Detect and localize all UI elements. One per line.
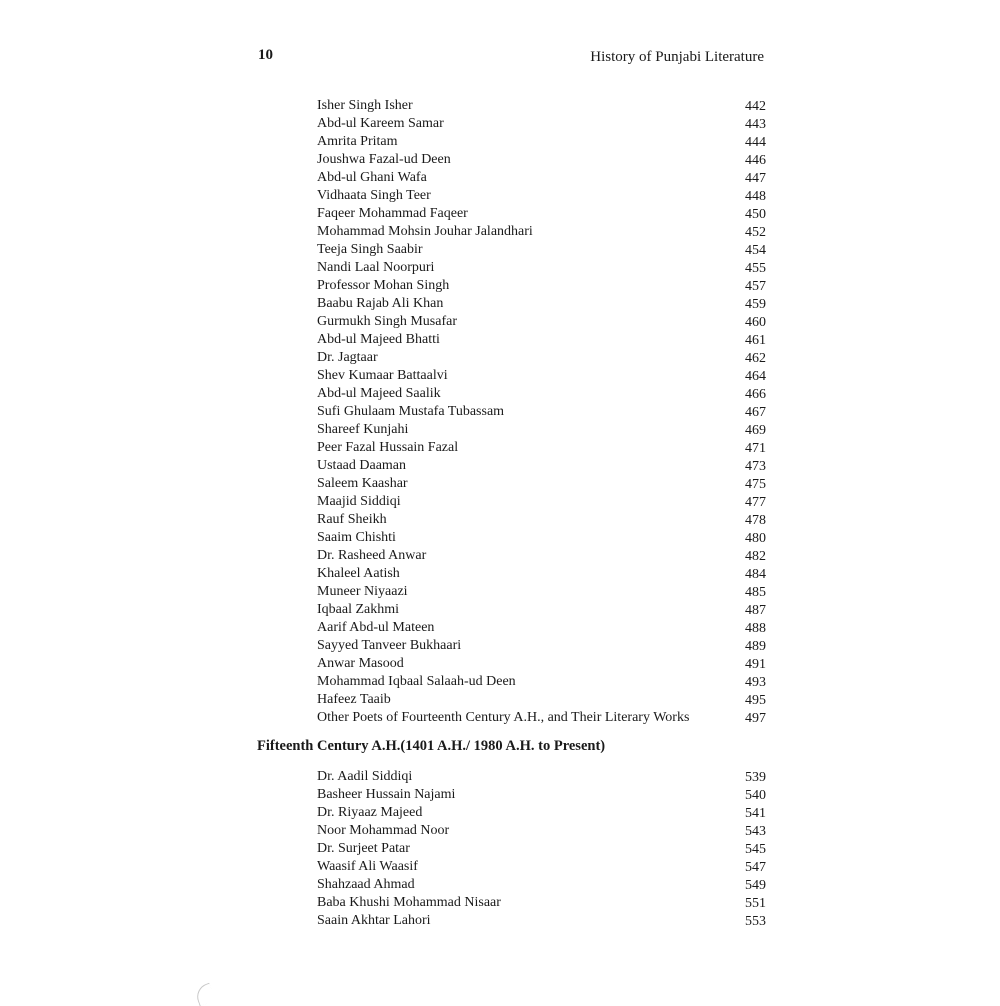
toc-entry-title: Isher Singh Isher	[317, 98, 413, 113]
toc-entry-page: 491	[745, 657, 766, 672]
toc-entry-title: Ustaad Daaman	[317, 458, 407, 473]
toc-entry-title: Dr. Riyaaz Majeed	[317, 805, 423, 820]
toc-entry	[313, 709, 766, 727]
toc-entry	[313, 840, 766, 858]
toc-entry-page: 475	[745, 477, 766, 492]
toc-entry	[313, 912, 766, 930]
toc-entry-title: Joushwa Fazal-ud Deen	[317, 152, 451, 167]
toc-entry-title: Other Poets of Fourteenth Century A.H., and Their Literary Works	[317, 710, 690, 725]
toc-entry-page: 497	[745, 711, 766, 726]
toc-entry	[313, 133, 766, 151]
toc-entry	[313, 439, 766, 457]
toc-list-fifteenth-century	[313, 768, 766, 930]
toc-list-fourteenth-century	[313, 97, 766, 727]
toc-entry	[313, 421, 766, 439]
toc-entry-title: Shahzaad Ahmad	[317, 877, 415, 892]
toc-entry	[313, 223, 766, 241]
toc-entry	[313, 349, 766, 367]
toc-entry-title: Faqeer Mohammad Faqeer	[317, 206, 468, 221]
toc-entry	[313, 241, 766, 259]
toc-entry	[313, 277, 766, 295]
toc-entry	[313, 151, 766, 169]
toc-entry	[313, 259, 766, 277]
toc-entry-page: 478	[745, 513, 766, 528]
toc-entry-title: Dr. Rasheed Anwar	[317, 548, 427, 563]
toc-entry-page: 459	[745, 297, 766, 312]
toc-entry-page: 457	[745, 279, 766, 294]
toc-entry-page: 553	[745, 914, 766, 929]
toc-entry-page: 467	[745, 405, 766, 420]
toc-entry-page: 551	[745, 896, 766, 911]
toc-entry-title: Mohammad Mohsin Jouhar Jalandhari	[317, 224, 533, 239]
toc-entry-title: Noor Mohammad Noor	[317, 823, 450, 838]
toc-entry	[313, 673, 766, 691]
toc-entry	[313, 876, 766, 894]
toc-entry-page: 545	[745, 842, 766, 857]
toc-entry-title: Basheer Hussain Najami	[317, 787, 456, 802]
toc-entry-page: 484	[745, 567, 766, 582]
toc-entry	[313, 583, 766, 601]
toc-entry	[313, 822, 766, 840]
toc-entry	[313, 511, 766, 529]
toc-entry-page: 487	[745, 603, 766, 618]
toc-entry-page: 488	[745, 621, 766, 636]
toc-entry-title: Sufi Ghulaam Mustafa Tubassam	[317, 404, 505, 419]
toc-entry-page: 454	[745, 243, 766, 258]
toc-entry-title: Anwar Masood	[317, 656, 404, 671]
toc-entry-title: Saleem Kaashar	[317, 476, 408, 491]
toc-entry	[313, 601, 766, 619]
toc-entry-title: Dr. Jagtaar	[317, 350, 378, 365]
toc-entry-title: Sayyed Tanveer Bukhaari	[317, 638, 462, 653]
toc-entry-page: 541	[745, 806, 766, 821]
toc-entry-page: 540	[745, 788, 766, 803]
toc-entry	[313, 894, 766, 912]
toc-entry	[313, 385, 766, 403]
toc-entry-page: 482	[745, 549, 766, 564]
toc-entry-page: 543	[745, 824, 766, 839]
toc-entry-page: 442	[745, 99, 766, 114]
toc-entry-page: 480	[745, 531, 766, 546]
toc-entry-title: Baabu Rajab Ali Khan	[317, 296, 444, 311]
toc-entry-page: 469	[745, 423, 766, 438]
toc-entry	[313, 655, 766, 673]
toc-entry-page: 485	[745, 585, 766, 600]
toc-entry-title: Shev Kumaar Battaalvi	[317, 368, 448, 383]
toc-entry-title: Teeja Singh Saabir	[317, 242, 423, 257]
toc-entry-page: 461	[745, 333, 766, 348]
toc-entry-title: Rauf Sheikh	[317, 512, 387, 527]
toc-entry	[313, 768, 766, 786]
toc-entry	[313, 493, 766, 511]
toc-entry-title: Vidhaata Singh Teer	[317, 188, 431, 203]
toc-entry-title: Dr. Surjeet Patar	[317, 841, 410, 856]
page-curl-mark	[193, 983, 215, 1006]
toc-entry-title: Maajid Siddiqi	[317, 494, 401, 509]
toc-entry	[313, 691, 766, 709]
toc-entry-page: 446	[745, 153, 766, 168]
toc-entry-title: Muneer Niyaazi	[317, 584, 408, 599]
toc-entry-page: 462	[745, 351, 766, 366]
toc-entry-page: 539	[745, 770, 766, 785]
toc-entry	[313, 637, 766, 655]
toc-entry-title: Professor Mohan Singh	[317, 278, 450, 293]
page-header	[258, 47, 764, 71]
toc-entry	[313, 547, 766, 565]
toc-entry-page: 495	[745, 693, 766, 708]
toc-entry-title: Baba Khushi Mohammad Nisaar	[317, 895, 501, 910]
toc-entry-page: 447	[745, 171, 766, 186]
toc-entry-title: Abd-ul Majeed Saalik	[317, 386, 441, 401]
toc-entry	[313, 786, 766, 804]
toc-entry	[313, 313, 766, 331]
toc-entry	[313, 331, 766, 349]
toc-entry-page: 549	[745, 878, 766, 893]
toc-entry	[313, 97, 766, 115]
toc-entry-title: Amrita Pritam	[317, 134, 398, 149]
toc-entry-title: Shareef Kunjahi	[317, 422, 409, 437]
toc-entry-title: Abd-ul Kareem Samar	[317, 116, 444, 131]
toc-entry-title: Saain Akhtar Lahori	[317, 913, 431, 928]
toc-entry-page: 471	[745, 441, 766, 456]
toc-entry-title: Gurmukh Singh Musafar	[317, 314, 457, 329]
toc-entry-title: Mohammad Iqbaal Salaah-ud Deen	[317, 674, 516, 689]
toc-entry	[313, 403, 766, 421]
toc-entry-title: Abd-ul Ghani Wafa	[317, 170, 427, 185]
toc-entry	[313, 475, 766, 493]
toc-entry-title: Nandi Laal Noorpuri	[317, 260, 435, 275]
toc-entry	[313, 804, 766, 822]
toc-entry-title: Abd-ul Majeed Bhatti	[317, 332, 440, 347]
toc-entry-page: 455	[745, 261, 766, 276]
running-title: History of Punjabi Literature	[590, 49, 764, 65]
toc-entry	[313, 295, 766, 313]
toc-entry-page: 460	[745, 315, 766, 330]
toc-entry-page: 450	[745, 207, 766, 222]
toc-entry-page: 493	[745, 675, 766, 690]
toc-entry-title: Iqbaal Zakhmi	[317, 602, 400, 617]
toc-entry	[313, 367, 766, 385]
toc-entry-page: 473	[745, 459, 766, 474]
toc-entry	[313, 115, 766, 133]
toc-entry-title: Aarif Abd-ul Mateen	[317, 620, 435, 635]
toc-entry	[313, 205, 766, 223]
toc-entry-title: Khaleel Aatish	[317, 566, 400, 581]
toc-entry-title: Saaim Chishti	[317, 530, 396, 545]
toc-entry-title: Hafeez Taaib	[317, 692, 391, 707]
toc-entry-page: 448	[745, 189, 766, 204]
toc-entry-page: 464	[745, 369, 766, 384]
toc-entry	[313, 858, 766, 876]
toc-entry-page: 444	[745, 135, 766, 150]
toc-entry-page: 547	[745, 860, 766, 875]
section-heading-fifteenth-century: Fifteenth Century A.H.(1401 A.H./ 1980 A.H. to Present)	[257, 738, 606, 754]
toc-entry-page: 489	[745, 639, 766, 654]
toc-entry	[313, 619, 766, 637]
toc-entry	[313, 169, 766, 187]
toc-entry	[313, 457, 766, 475]
toc-entry	[313, 187, 766, 205]
toc-entry-page: 443	[745, 117, 766, 132]
toc-entry-title: Peer Fazal Hussain Fazal	[317, 440, 459, 455]
toc-entry-page: 477	[745, 495, 766, 510]
toc-entry-title: Dr. Aadil Siddiqi	[317, 769, 413, 784]
toc-entry	[313, 565, 766, 583]
toc-entry	[313, 529, 766, 547]
toc-entry-page: 452	[745, 225, 766, 240]
toc-entry-title: Waasif Ali Waasif	[317, 859, 418, 874]
toc-entry-page: 466	[745, 387, 766, 402]
page-number: 10	[258, 47, 273, 63]
